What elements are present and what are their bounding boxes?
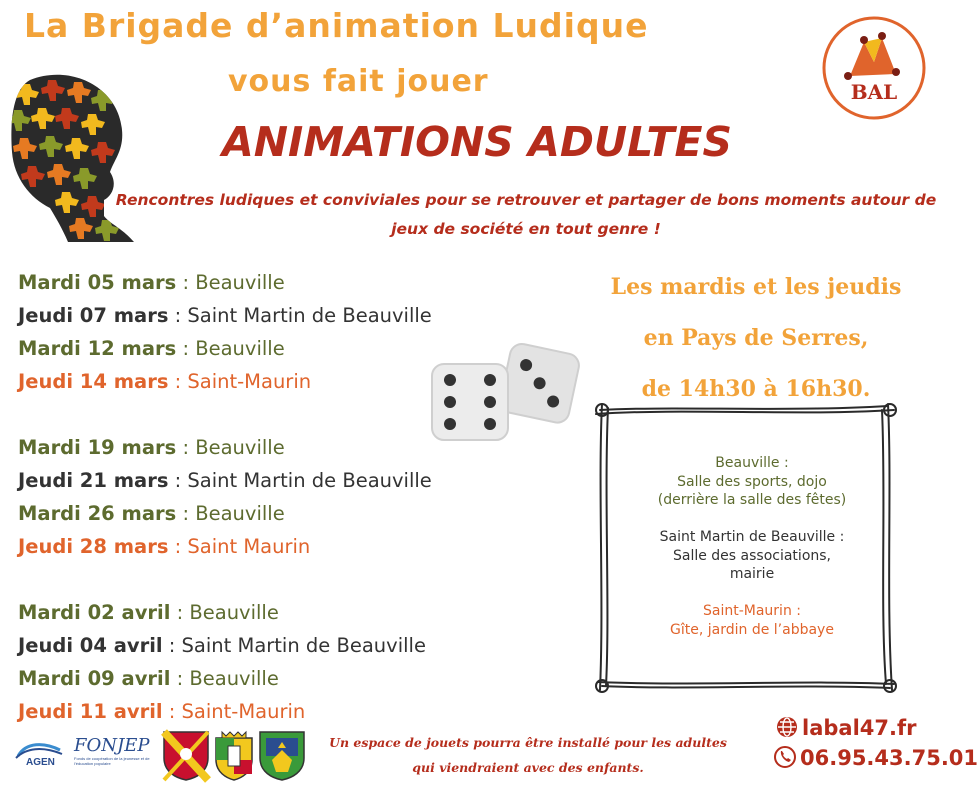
days-info — [582, 262, 930, 415]
fonjep-logo — [74, 736, 156, 770]
location-stmaurin-title: Saint-Maurin : — [703, 603, 801, 619]
globe-icon — [776, 716, 798, 738]
schedule-day: Mardi 02 avril — [18, 601, 171, 624]
title-line-2: vous fait jouer — [228, 64, 489, 99]
location-stmartin-title: Saint Martin de Beauville : — [659, 529, 845, 545]
footnote-line-1: Un espace de jouets pourra être installé pour les adultes — [329, 735, 727, 750]
schedule-place: Beauville — [189, 667, 279, 690]
schedule-place: Saint Maurin — [187, 535, 311, 558]
schedule-place: Saint-Maurin — [187, 370, 312, 393]
coat-of-arms-3 — [258, 730, 306, 782]
schedule-day: Mardi 26 mars — [18, 502, 177, 525]
schedule-place: Beauville — [195, 337, 285, 360]
schedule-place: Beauville — [189, 601, 279, 624]
schedule-day: Mardi 12 mars — [18, 337, 177, 360]
days-line-3: de 14h30 à 16h30. — [641, 376, 871, 402]
schedule-row — [18, 266, 432, 299]
days-line-1: Les mardis et les jeudis — [610, 274, 902, 300]
dice-icon — [428, 336, 588, 446]
schedule-place: Beauville — [195, 436, 285, 459]
schedule-day: Jeudi 07 mars — [18, 304, 169, 327]
schedule-day: Jeudi 14 mars — [18, 370, 169, 393]
schedule-row — [18, 464, 432, 497]
schedule-sep: : — [168, 469, 188, 492]
footnote — [318, 730, 738, 780]
schedule-place: Beauville — [195, 502, 285, 525]
schedule-day: Jeudi 21 mars — [18, 469, 169, 492]
schedule-row — [18, 695, 432, 728]
agen-logo-text: AGEN — [26, 757, 55, 768]
fonjep-logo-text: FONJEP — [74, 735, 150, 756]
days-line-2: en Pays de Serres, — [643, 325, 869, 351]
schedule-list — [18, 266, 432, 728]
schedule-row — [18, 629, 432, 662]
schedule-row — [18, 497, 432, 530]
location-beauville-line-1: Salle des sports, dojo — [677, 473, 827, 490]
schedule-row — [18, 431, 432, 464]
schedule-row — [18, 530, 432, 563]
schedule-row — [18, 299, 432, 332]
fonjep-logo-subtext: Fonds de coopération de la jeunesse et de l’éducation populaire — [74, 756, 150, 766]
schedule-day: Mardi 19 mars — [18, 436, 177, 459]
schedule-row — [18, 662, 432, 695]
phone-number[interactable] — [774, 746, 978, 770]
schedule-sep: : — [162, 634, 182, 657]
schedule-day: Jeudi 28 mars — [18, 535, 169, 558]
location-stmartin-line-2: mairie — [729, 566, 775, 582]
schedule-row — [18, 332, 432, 365]
schedule-sep: : — [176, 271, 196, 294]
location-stmartin-line-1: Salle des associations, — [672, 547, 831, 564]
schedule-sep: : — [168, 370, 188, 393]
location-stmaurin-line-1: Gîte, jardin de l’abbaye — [670, 621, 834, 638]
phone-text: 06.95.43.75.01 — [800, 746, 978, 770]
coat-of-arms-1 — [162, 730, 210, 782]
schedule-sep: : — [176, 337, 196, 360]
schedule-day: Mardi 09 avril — [18, 667, 171, 690]
schedule-place: Saint-Maurin — [181, 700, 306, 723]
schedule-sep: : — [170, 601, 190, 624]
subtitle: Rencontres ludiques et conviviales pour se retrouver et partager de bons moments autour de jeux de société en tout genre ! — [115, 191, 937, 238]
schedule-sep: : — [176, 436, 196, 459]
schedule-sep: : — [168, 304, 188, 327]
title-line-1: La Brigade d’animation Ludique — [24, 6, 649, 45]
schedule-day: Jeudi 04 avril — [18, 634, 163, 657]
schedule-place: Saint Martin de Beauville — [187, 304, 432, 327]
schedule-sep: : — [176, 502, 196, 525]
agen-logo — [14, 740, 64, 770]
schedule-day: Jeudi 11 avril — [18, 700, 163, 723]
bal-logo-text: BAL — [850, 80, 898, 104]
title-line-3: ANIMATIONS ADULTES — [222, 118, 732, 166]
location-beauville-title: Beauville : — [715, 455, 789, 471]
schedule-sep: : — [162, 700, 182, 723]
schedule-row — [18, 596, 432, 629]
schedule-sep: : — [170, 667, 190, 690]
phone-icon — [774, 746, 796, 768]
bal-logo — [820, 14, 928, 122]
schedule-place: Saint Martin de Beauville — [181, 634, 426, 657]
schedule-row — [18, 365, 432, 398]
website-text: labal47.fr — [802, 716, 917, 740]
schedule-place: Beauville — [195, 271, 285, 294]
location-beauville-line-2: (derrière la salle des fêtes) — [657, 492, 847, 508]
schedule-sep: : — [168, 535, 188, 558]
locations-box — [612, 412, 892, 682]
schedule-place: Saint Martin de Beauville — [187, 469, 432, 492]
schedule-day: Mardi 05 mars — [18, 271, 177, 294]
coat-of-arms-2 — [212, 728, 256, 782]
website-link[interactable] — [776, 716, 916, 740]
footnote-line-2: qui viendraient avec des enfants. — [412, 760, 644, 775]
